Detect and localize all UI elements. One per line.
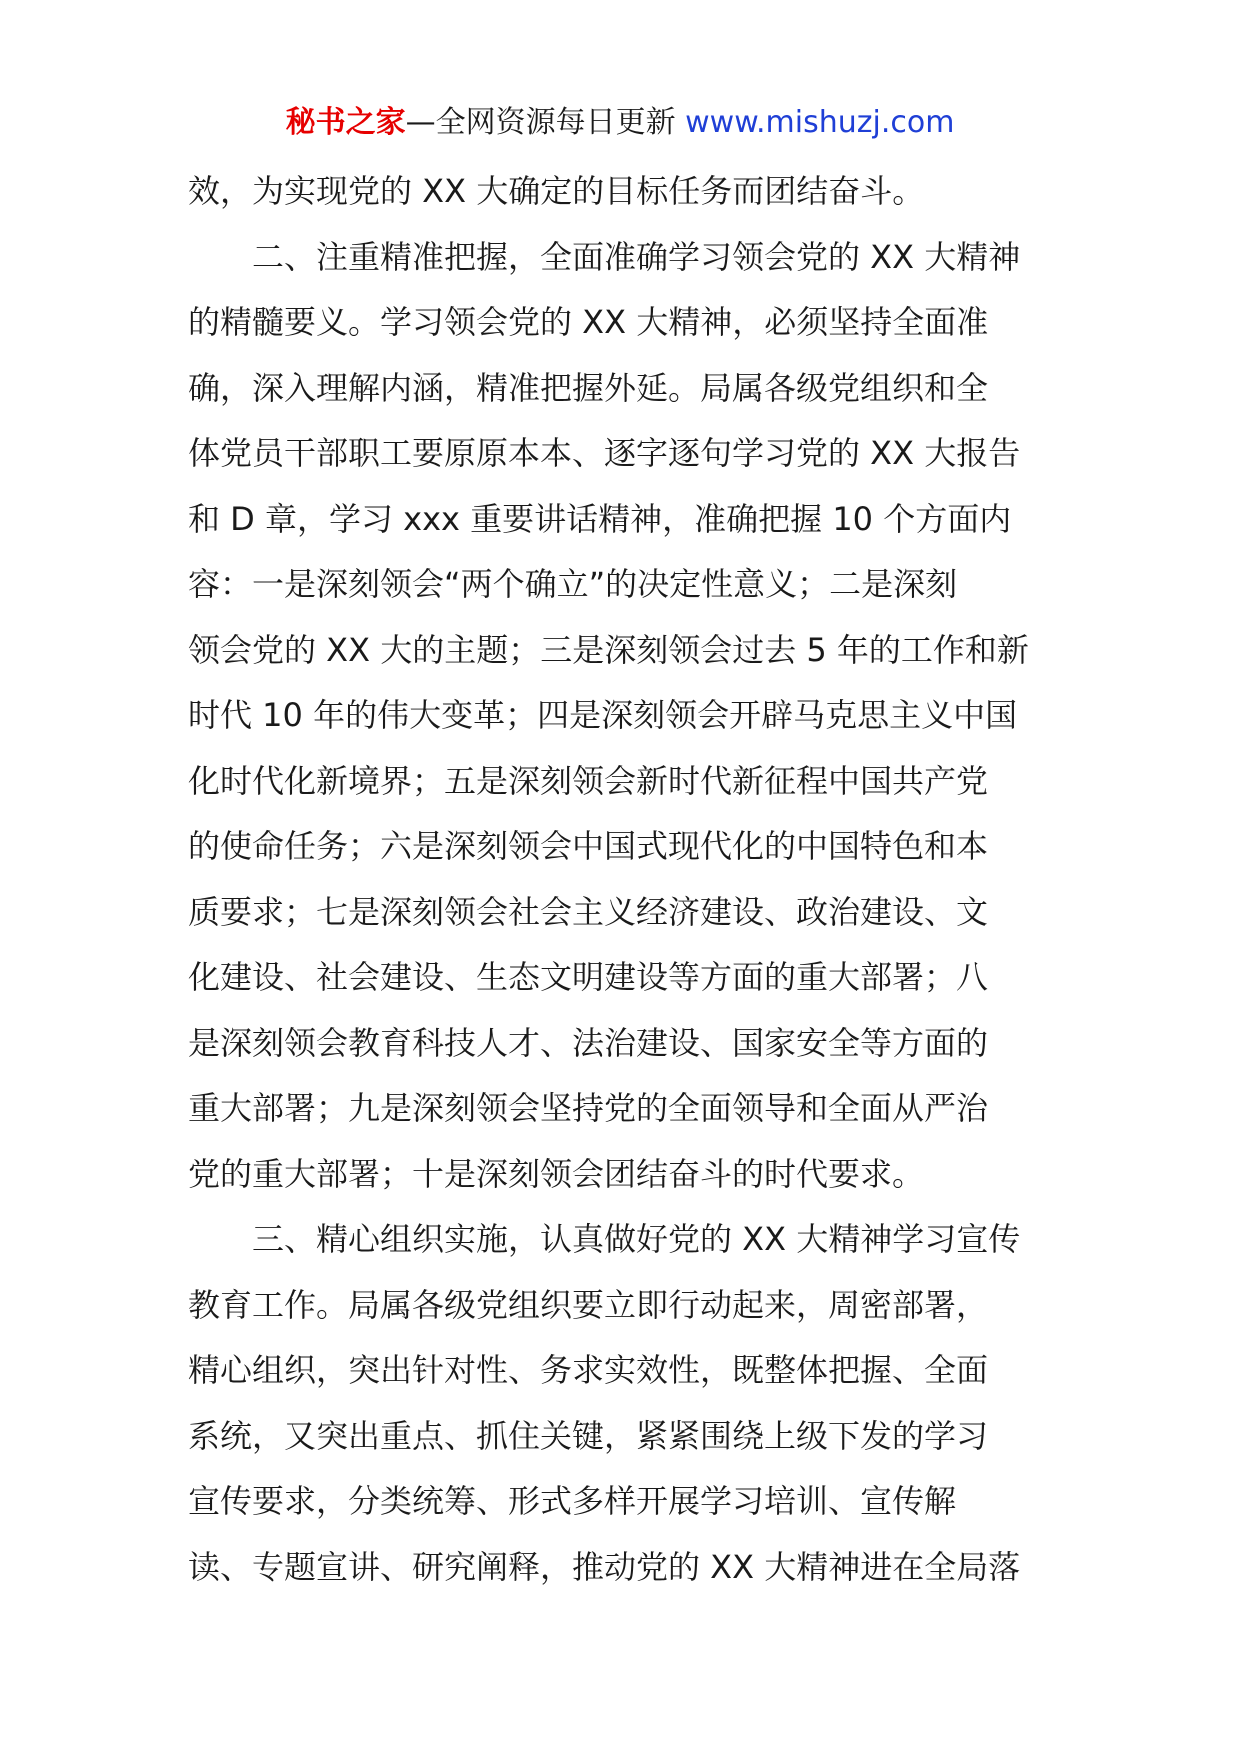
document-body	[188, 159, 1056, 1600]
header-tagline: —全网资源每日更新	[405, 105, 686, 140]
text-line: 教育工作。局属各级党组织要立即行动起来，周密部署，	[188, 1285, 989, 1324]
text-line: 体党员干部职工要原原本本、逐字逐句学习党的 XX 大报告	[188, 434, 1021, 472]
section-heading-line: 二、注重精准把握，全面准确学习领会党的 XX 大精神	[252, 237, 1021, 276]
text-line: 是深刻领会教育科技人才、法治建设、国家安全等方面的	[188, 1023, 989, 1062]
text-line: 精心组织，突出针对性、务求实效性，既整体把握、全面	[188, 1351, 989, 1389]
text-line: 化建设、社会建设、生态文明建设等方面的重大部署；八	[188, 958, 989, 996]
text-line: 和 D 章，学习 xxx 重要讲话精神，准确把握 10 个方面内	[188, 499, 1012, 538]
text-line: 的使命任务；六是深刻领会中国式现代化的中国特色和本	[188, 827, 989, 865]
text-line: 化时代化新境界；五是深刻领会新时代新征程中国共产党	[188, 761, 989, 800]
text-line: 重大部署；九是深刻领会坚持党的全面领导和全面从严治	[188, 1089, 989, 1127]
text-line: 系统，又突出重点、抓住关键，紧紧围绕上级下发的学习	[188, 1416, 989, 1455]
text-line: 质要求；七是深刻领会社会主义经济建设、政治建设、文	[188, 892, 989, 931]
site-header	[0, 102, 1240, 144]
text-line: 确，深入理解内涵，精准把握外延。局属各级党组织和全	[188, 368, 989, 407]
text-line: 宣传要求，分类统筹、形式多样开展学习培训、宣传解	[188, 1482, 957, 1520]
text-line: 读、专题宣讲、研究阐释，推动党的 XX 大精神进在全局落	[188, 1547, 1021, 1586]
section-heading-line: 三、精心组织实施，认真做好党的 XX 大精神学习宣传	[252, 1220, 1021, 1258]
text-line: 党的重大部署；十是深刻领会团结奋斗的时代要求。	[188, 1154, 925, 1193]
text-line: 容：一是深刻领会“两个确立”的决定性意义；二是深刻	[188, 565, 958, 603]
text-line: 效，为实现党的 XX 大确定的目标任务而团结奋斗。	[188, 172, 925, 210]
text-line: 的精髓要义。学习领会党的 XX 大精神，必须坚持全面准	[188, 303, 989, 341]
text-line: 时代 10 年的伟大变革；四是深刻领会开辟马克思主义中国	[188, 696, 1018, 734]
text-line: 领会党的 XX 大的主题；三是深刻领会过去 5 年的工作和新	[188, 630, 1029, 669]
brand-name: 秘书之家	[285, 105, 406, 140]
site-url-link[interactable]: www.mishuzj.com	[685, 105, 955, 140]
